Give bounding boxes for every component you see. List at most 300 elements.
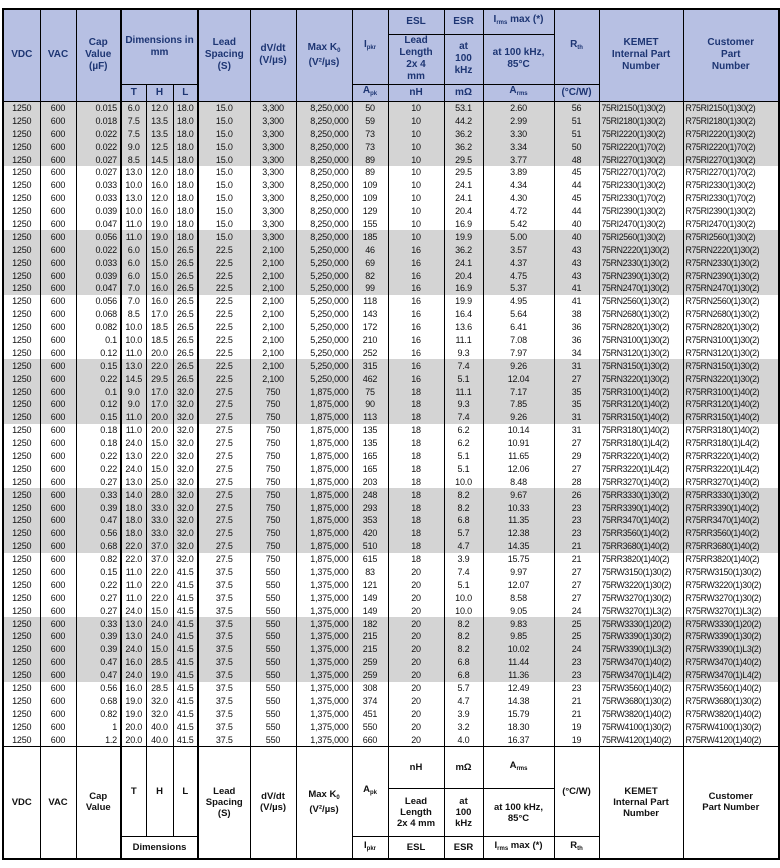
cell-length: 41.5 <box>173 694 198 707</box>
cell-rth: 45 <box>554 192 599 205</box>
cell-cap-value: 0.68 <box>76 540 121 553</box>
cell-irms: 5.37 <box>483 282 554 295</box>
cell-customer-part-number: R75RR3470(1)40(2) <box>683 514 779 527</box>
cell-rth: 35 <box>554 398 599 411</box>
footer-t: T <box>121 747 146 837</box>
cell-length: 41.5 <box>173 656 198 669</box>
table-footer <box>3 747 779 859</box>
cell-ipkr: 75 <box>352 385 388 398</box>
cell-esr: 6.8 <box>444 656 483 669</box>
table-row <box>3 591 779 604</box>
cell-vdc: 1250 <box>3 682 40 695</box>
cell-height: 17.0 <box>146 308 173 321</box>
table-row <box>3 334 779 347</box>
table-row <box>3 450 779 463</box>
cell-length: 32.0 <box>173 437 198 450</box>
cell-esr: 8.2 <box>444 630 483 643</box>
cell-lead-spacing: 22.5 <box>198 308 250 321</box>
cell-max-k0: 1,375,000 <box>296 643 352 656</box>
cell-height: 12.0 <box>146 101 173 114</box>
cell-rth: 40 <box>554 230 599 243</box>
cell-thickness: 24.0 <box>121 669 146 682</box>
cell-kemet-part-number: 75RW3270(1)30(2) <box>599 591 683 604</box>
cell-esl: 16 <box>388 321 444 334</box>
cell-vac: 600 <box>40 566 76 579</box>
cell-cap-value: 0.033 <box>76 192 121 205</box>
cell-customer-part-number: R75RI2270(1)30(2) <box>683 153 779 166</box>
cell-vac: 600 <box>40 514 76 527</box>
cell-irms: 10.02 <box>483 643 554 656</box>
cell-lead-spacing: 27.5 <box>198 450 250 463</box>
table-row <box>3 269 779 282</box>
cell-vdc: 1250 <box>3 243 40 256</box>
cell-vac: 600 <box>40 334 76 347</box>
cell-esl: 20 <box>388 630 444 643</box>
cell-esr: 16.9 <box>444 218 483 231</box>
cell-height: 16.0 <box>146 282 173 295</box>
cell-dvdt: 3,300 <box>250 153 296 166</box>
cell-lead-spacing: 15.0 <box>198 153 250 166</box>
cell-cap-value: 0.027 <box>76 166 121 179</box>
cell-esr: 4.7 <box>444 694 483 707</box>
cell-thickness: 24.0 <box>121 643 146 656</box>
cell-esr: 8.2 <box>444 501 483 514</box>
cell-cap-value: 0.18 <box>76 424 121 437</box>
cell-vac: 600 <box>40 230 76 243</box>
cell-dvdt: 3,300 <box>250 101 296 114</box>
cell-kemet-part-number: 75RR3220(1)L4(2) <box>599 462 683 475</box>
cell-max-k0: 8,250,000 <box>296 218 352 231</box>
cell-rth: 28 <box>554 475 599 488</box>
table-row <box>3 656 779 669</box>
cell-height: 15.0 <box>146 462 173 475</box>
cell-vac: 600 <box>40 424 76 437</box>
cell-thickness: 13.0 <box>121 450 146 463</box>
cell-height: 16.0 <box>146 179 173 192</box>
cell-vac: 600 <box>40 282 76 295</box>
cell-vac: 600 <box>40 218 76 231</box>
cell-vac: 600 <box>40 140 76 153</box>
cell-rth: 23 <box>554 656 599 669</box>
cell-irms: 4.37 <box>483 256 554 269</box>
cell-length: 41.5 <box>173 578 198 591</box>
cell-esr: 8.2 <box>444 617 483 630</box>
cell-customer-part-number: R75RW3270(1)30(2) <box>683 591 779 604</box>
table-row <box>3 630 779 643</box>
cell-length: 26.5 <box>173 359 198 372</box>
cell-esl: 20 <box>388 591 444 604</box>
table-row <box>3 604 779 617</box>
cell-dvdt: 750 <box>250 437 296 450</box>
cell-max-k0: 8,250,000 <box>296 192 352 205</box>
cell-esl: 10 <box>388 166 444 179</box>
cell-length: 18.0 <box>173 218 198 231</box>
cell-irms: 9.05 <box>483 604 554 617</box>
cell-irms: 11.44 <box>483 656 554 669</box>
cell-max-k0: 1,875,000 <box>296 398 352 411</box>
cell-vac: 600 <box>40 694 76 707</box>
table-row <box>3 669 779 682</box>
cell-kemet-part-number: 75RR3680(1)40(2) <box>599 540 683 553</box>
cell-rth: 44 <box>554 179 599 192</box>
cell-customer-part-number: R75RR3180(1)40(2) <box>683 424 779 437</box>
cell-vac: 600 <box>40 630 76 643</box>
cell-thickness: 6.0 <box>121 101 146 114</box>
footer-esl: ESL <box>388 837 444 859</box>
cell-irms: 14.38 <box>483 694 554 707</box>
cell-thickness: 11.0 <box>121 230 146 243</box>
cell-kemet-part-number: 75RW3470(1)L4(2) <box>599 669 683 682</box>
cell-ipkr: 420 <box>352 527 388 540</box>
footer-apk: $A_{pk}$ <box>352 747 388 837</box>
cell-esl: 10 <box>388 114 444 127</box>
cell-rth: 21 <box>554 694 599 707</box>
cell-kemet-part-number: 75RI2180(1)30(2) <box>599 114 683 127</box>
cell-esl: 20 <box>388 682 444 695</box>
cell-height: 16.0 <box>146 205 173 218</box>
cell-max-k0: 1,875,000 <box>296 424 352 437</box>
cell-esr: 6.2 <box>444 424 483 437</box>
cell-kemet-part-number: 75RW3680(1)30(2) <box>599 694 683 707</box>
cell-vac: 600 <box>40 475 76 488</box>
cell-kemet-part-number: 75RI2150(1)30(2) <box>599 101 683 114</box>
cell-length: 32.0 <box>173 398 198 411</box>
cell-vac: 600 <box>40 359 76 372</box>
cell-max-k0: 1,375,000 <box>296 669 352 682</box>
cell-max-k0: 8,250,000 <box>296 114 352 127</box>
footer-dvdt: dV/dt (V/µs) <box>250 747 296 859</box>
cell-thickness: 8.5 <box>121 308 146 321</box>
cell-rth: 56 <box>554 101 599 114</box>
cell-length: 18.0 <box>173 153 198 166</box>
footer-dimensions: Dimensions <box>121 837 198 859</box>
cell-esr: 36.2 <box>444 243 483 256</box>
table-row <box>3 230 779 243</box>
cell-vdc: 1250 <box>3 630 40 643</box>
cell-irms: 9.83 <box>483 617 554 630</box>
cell-irms: 12.38 <box>483 527 554 540</box>
cell-height: 29.5 <box>146 372 173 385</box>
cell-esr: 24.1 <box>444 256 483 269</box>
table-header <box>3 9 779 101</box>
cell-customer-part-number: R75RR3820(1)40(2) <box>683 553 779 566</box>
table-row <box>3 243 779 256</box>
table-row <box>3 501 779 514</box>
cell-irms: 4.72 <box>483 205 554 218</box>
cell-lead-spacing: 27.5 <box>198 488 250 501</box>
cell-vac: 600 <box>40 488 76 501</box>
cell-lead-spacing: 37.5 <box>198 604 250 617</box>
cell-kemet-part-number: 75RI2270(1)30(2) <box>599 153 683 166</box>
cell-esl: 10 <box>388 179 444 192</box>
cell-dvdt: 2,100 <box>250 334 296 347</box>
cell-esr: 3.9 <box>444 707 483 720</box>
cell-esr: 5.1 <box>444 578 483 591</box>
cell-cap-value: 0.27 <box>76 475 121 488</box>
cell-vac: 600 <box>40 295 76 308</box>
cell-esl: 20 <box>388 604 444 617</box>
cell-esl: 16 <box>388 243 444 256</box>
cell-customer-part-number: R75RW3560(1)40(2) <box>683 682 779 695</box>
cell-lead-spacing: 22.5 <box>198 295 250 308</box>
cell-irms: 5.42 <box>483 218 554 231</box>
cell-max-k0: 5,250,000 <box>296 346 352 359</box>
cell-height: 14.5 <box>146 153 173 166</box>
cell-esl: 20 <box>388 566 444 579</box>
cell-height: 15.0 <box>146 604 173 617</box>
cell-vdc: 1250 <box>3 437 40 450</box>
cell-irms: 12.06 <box>483 462 554 475</box>
cell-irms: 7.17 <box>483 385 554 398</box>
cell-kemet-part-number: 75RN2330(1)30(2) <box>599 256 683 269</box>
header-customer-part-number: Customer Part Number <box>683 9 779 101</box>
cell-length: 18.0 <box>173 101 198 114</box>
cell-kemet-part-number: 75RW3220(1)30(2) <box>599 578 683 591</box>
table-row <box>3 321 779 334</box>
footer-cap-value: Cap Value <box>76 747 121 859</box>
cell-vdc: 1250 <box>3 295 40 308</box>
cell-lead-spacing: 22.5 <box>198 334 250 347</box>
cell-cap-value: 0.82 <box>76 553 121 566</box>
cell-kemet-part-number: 75RN3150(1)30(2) <box>599 359 683 372</box>
cell-lead-spacing: 27.5 <box>198 514 250 527</box>
cell-customer-part-number: R75RI2390(1)30(2) <box>683 205 779 218</box>
cell-cap-value: 0.22 <box>76 450 121 463</box>
cell-max-k0: 1,375,000 <box>296 591 352 604</box>
table-row <box>3 540 779 553</box>
cell-esl: 18 <box>388 501 444 514</box>
cell-kemet-part-number: 75RI2220(1)70(2) <box>599 140 683 153</box>
cell-esl: 18 <box>388 437 444 450</box>
cell-esl: 18 <box>388 514 444 527</box>
cell-vac: 600 <box>40 372 76 385</box>
cell-irms: 6.41 <box>483 321 554 334</box>
cell-ipkr: 149 <box>352 604 388 617</box>
cell-irms: 10.33 <box>483 501 554 514</box>
cell-esr: 7.4 <box>444 411 483 424</box>
cell-thickness: 18.0 <box>121 501 146 514</box>
cell-ipkr: 660 <box>352 733 388 746</box>
table-row <box>3 308 779 321</box>
cell-thickness: 7.0 <box>121 295 146 308</box>
cell-vdc: 1250 <box>3 321 40 334</box>
cell-cap-value: 0.027 <box>76 153 121 166</box>
cell-rth: 23 <box>554 501 599 514</box>
cell-length: 26.5 <box>173 269 198 282</box>
table-row <box>3 694 779 707</box>
table-body <box>3 101 779 747</box>
cell-irms: 11.36 <box>483 669 554 682</box>
cell-ipkr: 259 <box>352 656 388 669</box>
cell-rth: 41 <box>554 295 599 308</box>
cell-vdc: 1250 <box>3 192 40 205</box>
cell-max-k0: 1,875,000 <box>296 553 352 566</box>
cell-ipkr: 143 <box>352 308 388 321</box>
cell-rth: 23 <box>554 669 599 682</box>
cell-esr: 44.2 <box>444 114 483 127</box>
cell-irms: 15.79 <box>483 707 554 720</box>
cell-ipkr: 46 <box>352 243 388 256</box>
cell-vac: 600 <box>40 398 76 411</box>
cell-cap-value: 0.22 <box>76 578 121 591</box>
cell-length: 32.0 <box>173 514 198 527</box>
cell-length: 18.0 <box>173 114 198 127</box>
cell-dvdt: 550 <box>250 604 296 617</box>
table-row <box>3 140 779 153</box>
cell-thickness: 9.0 <box>121 385 146 398</box>
cell-dvdt: 3,300 <box>250 127 296 140</box>
cell-kemet-part-number: 75RI2470(1)30(2) <box>599 218 683 231</box>
cell-irms: 3.57 <box>483 243 554 256</box>
cell-cap-value: 0.56 <box>76 682 121 695</box>
cell-esl: 18 <box>388 411 444 424</box>
unit-apk: $A_{pk}$ <box>352 84 388 101</box>
cell-thickness: 16.0 <box>121 656 146 669</box>
cell-lead-spacing: 22.5 <box>198 346 250 359</box>
cell-vdc: 1250 <box>3 424 40 437</box>
cell-vdc: 1250 <box>3 527 40 540</box>
cell-customer-part-number: R75RW3150(1)30(2) <box>683 566 779 579</box>
cell-vdc: 1250 <box>3 101 40 114</box>
cell-irms: 7.08 <box>483 334 554 347</box>
cell-customer-part-number: R75RN2390(1)30(2) <box>683 269 779 282</box>
header-l: L <box>173 84 198 101</box>
cell-thickness: 11.0 <box>121 218 146 231</box>
cell-max-k0: 1,875,000 <box>296 411 352 424</box>
cell-length: 18.0 <box>173 140 198 153</box>
cell-thickness: 10.0 <box>121 179 146 192</box>
cell-customer-part-number: R75RW3680(1)30(2) <box>683 694 779 707</box>
cell-dvdt: 3,300 <box>250 140 296 153</box>
cell-cap-value: 1.2 <box>76 733 121 746</box>
table-row <box>3 256 779 269</box>
cell-ipkr: 510 <box>352 540 388 553</box>
cell-kemet-part-number: 75RR3470(1)40(2) <box>599 514 683 527</box>
cell-max-k0: 1,875,000 <box>296 450 352 463</box>
cell-esl: 16 <box>388 346 444 359</box>
cell-vac: 600 <box>40 385 76 398</box>
cell-length: 32.0 <box>173 527 198 540</box>
footer-nh: nH <box>388 747 444 789</box>
cell-length: 32.0 <box>173 424 198 437</box>
cell-esl: 16 <box>388 282 444 295</box>
table-row <box>3 617 779 630</box>
footer-ipkr: $I_{pkr}$ <box>352 837 388 859</box>
cell-cap-value: 0.27 <box>76 604 121 617</box>
header-ipkr: $I_{pkr}$ <box>352 9 388 84</box>
cell-customer-part-number: R75RR3120(1)40(2) <box>683 398 779 411</box>
cell-max-k0: 5,250,000 <box>296 256 352 269</box>
cell-cap-value: 0.47 <box>76 656 121 669</box>
cell-esl: 10 <box>388 153 444 166</box>
cell-vac: 600 <box>40 321 76 334</box>
cell-lead-spacing: 15.0 <box>198 230 250 243</box>
cell-height: 15.0 <box>146 243 173 256</box>
cell-length: 18.0 <box>173 205 198 218</box>
footer-esr: ESR <box>444 837 483 859</box>
cell-irms: 12.04 <box>483 372 554 385</box>
cell-ipkr: 550 <box>352 720 388 733</box>
cell-esl: 16 <box>388 372 444 385</box>
cell-cap-value: 0.022 <box>76 243 121 256</box>
cell-dvdt: 750 <box>250 553 296 566</box>
cell-cap-value: 0.12 <box>76 346 121 359</box>
cell-lead-spacing: 37.5 <box>198 578 250 591</box>
cell-irms: 9.97 <box>483 566 554 579</box>
cell-length: 26.5 <box>173 346 198 359</box>
cell-vac: 600 <box>40 656 76 669</box>
cell-length: 41.5 <box>173 566 198 579</box>
cell-lead-spacing: 22.5 <box>198 359 250 372</box>
cell-customer-part-number: R75RW3470(1)40(2) <box>683 656 779 669</box>
cell-esr: 20.4 <box>444 205 483 218</box>
cell-cap-value: 0.82 <box>76 707 121 720</box>
cell-height: 24.0 <box>146 617 173 630</box>
cell-max-k0: 1,375,000 <box>296 617 352 630</box>
cell-vdc: 1250 <box>3 346 40 359</box>
cell-customer-part-number: R75RN2680(1)30(2) <box>683 308 779 321</box>
cell-cap-value: 0.12 <box>76 398 121 411</box>
cell-rth: 23 <box>554 682 599 695</box>
cell-rth: 43 <box>554 243 599 256</box>
cell-esr: 10.0 <box>444 591 483 604</box>
cell-dvdt: 550 <box>250 694 296 707</box>
cell-max-k0: 8,250,000 <box>296 127 352 140</box>
cell-thickness: 19.0 <box>121 707 146 720</box>
cell-customer-part-number: R75RI2270(1)70(2) <box>683 166 779 179</box>
cell-esr: 5.1 <box>444 372 483 385</box>
table-row <box>3 488 779 501</box>
cell-ipkr: 113 <box>352 411 388 424</box>
cell-esl: 18 <box>388 475 444 488</box>
cell-esr: 29.5 <box>444 166 483 179</box>
cell-height: 33.0 <box>146 514 173 527</box>
table-row <box>3 101 779 114</box>
cell-esl: 10 <box>388 192 444 205</box>
table-row <box>3 192 779 205</box>
cell-length: 41.5 <box>173 604 198 617</box>
cell-customer-part-number: R75RW3220(1)30(2) <box>683 578 779 591</box>
cell-kemet-part-number: 75RW3270(1)L3(2) <box>599 604 683 617</box>
cell-esr: 16.9 <box>444 282 483 295</box>
cell-height: 37.0 <box>146 540 173 553</box>
footer-mohm: mΩ <box>444 747 483 789</box>
cell-irms: 7.85 <box>483 398 554 411</box>
cell-esr: 53.1 <box>444 101 483 114</box>
cell-ipkr: 215 <box>352 630 388 643</box>
unit-arms: $A_{rms}$ <box>483 84 554 101</box>
cell-kemet-part-number: 75RW3330(1)20(2) <box>599 617 683 630</box>
cell-kemet-part-number: 75RR3180(1)40(2) <box>599 424 683 437</box>
cell-length: 18.0 <box>173 166 198 179</box>
cell-vdc: 1250 <box>3 411 40 424</box>
cell-length: 32.0 <box>173 462 198 475</box>
cell-vdc: 1250 <box>3 153 40 166</box>
cell-ipkr: 353 <box>352 514 388 527</box>
cell-irms: 11.65 <box>483 450 554 463</box>
cell-vac: 600 <box>40 643 76 656</box>
cell-max-k0: 1,875,000 <box>296 462 352 475</box>
cell-esr: 16.4 <box>444 308 483 321</box>
unit-mohm: mΩ <box>444 84 483 101</box>
cell-ipkr: 259 <box>352 669 388 682</box>
cell-cap-value: 0.56 <box>76 527 121 540</box>
cell-max-k0: 5,250,000 <box>296 359 352 372</box>
cell-esl: 20 <box>388 707 444 720</box>
cell-kemet-part-number: 75RW3820(1)40(2) <box>599 707 683 720</box>
cell-max-k0: 1,875,000 <box>296 540 352 553</box>
cell-vac: 600 <box>40 733 76 746</box>
